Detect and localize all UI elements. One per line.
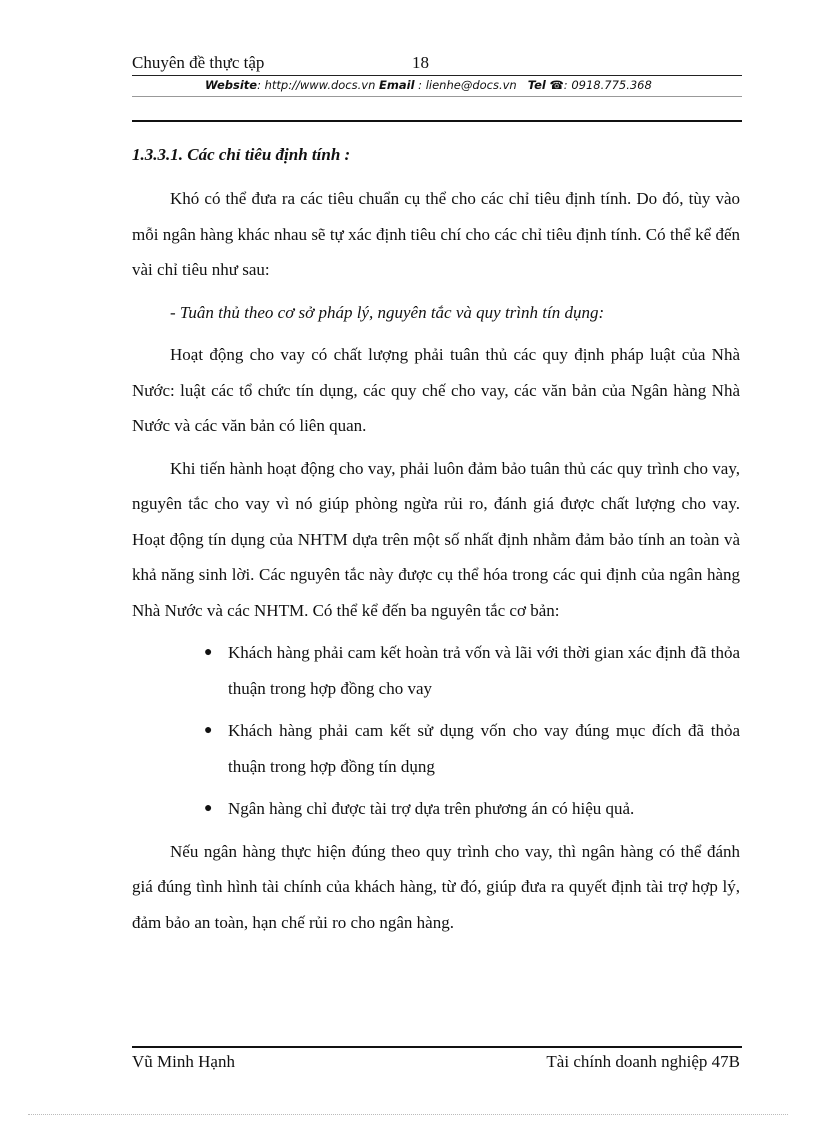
list-item bbox=[132, 713, 740, 784]
page-number: 18 bbox=[412, 53, 429, 72]
paragraph-conclusion: Nếu ngân hàng thực hiện đúng theo quy trình cho vay, thì ngân hàng có thể đánh giá đúng tình hình tài chính của khách hàng, từ đó, giúp đưa ra quyết định tài trợ hợp lý, đảm bảo an toàn, hạn chế rủi ro cho ngân hàng. bbox=[132, 841, 740, 932]
header-divider-middle bbox=[132, 96, 742, 97]
phone-icon: ☎ bbox=[549, 78, 564, 92]
header-contact-line bbox=[205, 78, 652, 92]
tel-label: Tel bbox=[527, 78, 546, 92]
paragraph-legal: Hoạt động cho vay có chất lượng phải tuân thủ các quy định pháp luật của Nhà Nước: luật các tổ chức tín dụng, các quy chế cho vay, các văn bản của Ngân hàng Nhà Nước và các văn bản có liên quan. bbox=[132, 345, 740, 435]
tel-value: : 0918.775.368 bbox=[563, 78, 652, 92]
section-heading: 1.3.3.1. Các chỉ tiêu định tính : bbox=[132, 145, 351, 164]
subheading-compliance: - Tuân thủ theo cơ sở pháp lý, nguyên tắc và quy trình tín dụng: bbox=[170, 302, 605, 322]
list-item-text: Khách hàng phải cam kết sử dụng vốn cho vay đúng mục đích đã thỏa thuận trong hợp đồng tín dụng bbox=[228, 721, 740, 776]
list-item-text: Ngân hàng chỉ được tài trợ dựa trên phương án có hiệu quả. bbox=[228, 799, 635, 818]
principles-list bbox=[132, 635, 740, 827]
email-value: : lienhe@docs.vn bbox=[418, 78, 517, 92]
list-item bbox=[132, 635, 740, 706]
email-label: Email bbox=[379, 78, 415, 92]
footer-class: Tài chính doanh nghiệp 47B bbox=[546, 1052, 740, 1071]
header-divider-top bbox=[132, 75, 742, 76]
paragraph-intro: Khó có thể đưa ra các tiêu chuẩn cụ thể cho các chỉ tiêu định tính. Do đó, tùy vào mỗi ngân hàng khác nhau sẽ tự xác định tiêu chí cho các chỉ tiêu định tính. Có thể kể đến vài chỉ tiêu như sau: bbox=[132, 189, 740, 279]
main-content bbox=[132, 140, 740, 947]
bullet-icon: ● bbox=[204, 723, 213, 738]
paragraph-principles: Khi tiến hành hoạt động cho vay, phải luôn đảm bảo tuân thủ các quy trình cho vay, nguyên tắc cho vay vì nó giúp phòng ngừa rủi ro, đánh giá được chất lượng cho vay. Hoạt động tín dụng của NHTM dựa trên một số nhất định nhằm đảm bảo tính an toàn và khả năng sinh lời. Các nguyên tắc này được cụ thể hóa trong các qui định của ngân hàng Nhà Nước và các NHTM. Có thể kể đến ba nguyên tắc cơ bản: bbox=[132, 458, 740, 620]
website-value: : http://www.docs.vn bbox=[257, 78, 376, 92]
footer-divider bbox=[132, 1046, 742, 1048]
bullet-icon: ● bbox=[204, 801, 213, 816]
header-divider-bottom bbox=[132, 120, 742, 122]
list-item bbox=[132, 791, 740, 827]
page-bottom-dotted-line bbox=[28, 1114, 788, 1115]
website-label: Website bbox=[205, 78, 258, 92]
bullet-icon: ● bbox=[204, 645, 213, 660]
footer-author: Vũ Minh Hạnh bbox=[132, 1052, 235, 1071]
header-title: Chuyên đề thực tập bbox=[132, 53, 265, 72]
list-item-text: Khách hàng phải cam kết hoàn trả vốn và lãi với thời gian xác định đã thỏa thuận trong hợp đồng cho vay bbox=[228, 643, 740, 698]
